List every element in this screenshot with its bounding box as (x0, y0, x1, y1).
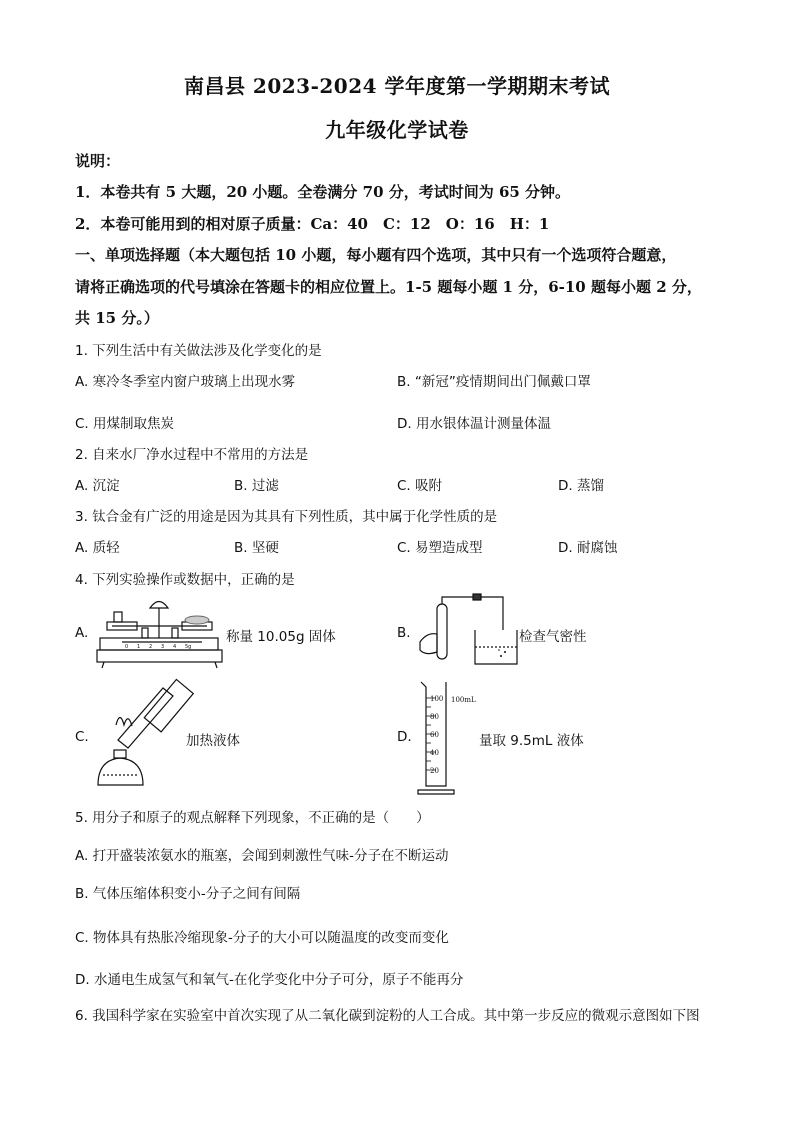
question-2-option-b: B. 过滤 (234, 478, 279, 494)
balance-scale-1: 1 (137, 644, 141, 650)
question-4-option-c-letter: C. (75, 729, 89, 745)
question-3-option-a: A. 质轻 (75, 540, 120, 556)
balance-scale-5: 5g (185, 644, 192, 650)
question-4-option-b-text: 检查气密性 (519, 629, 587, 645)
question-3-option-c: C. 易塑造成型 (397, 540, 483, 556)
cylinder-tick-20: 20 (430, 767, 439, 775)
question-5-option-b: B. 气体压缩体积变小-分子之间有间隔 (75, 886, 301, 902)
cylinder-tick-60: 60 (430, 731, 439, 739)
graduated-cylinder-illustration (418, 678, 483, 796)
question-4-option-b-letter: B. (397, 625, 411, 641)
cylinder-tick-80: 80 (430, 713, 439, 721)
section-heading-line-2: 请将正确选项的代号填涂在答题卡的相应位置上。1-5 题每小题 1 分，6-10 题每小题 2 分， (75, 278, 702, 296)
question-2-option-d: D. 蒸馏 (558, 478, 604, 494)
cylinder-tick-100: 100 (430, 695, 444, 703)
question-1-option-c: C. 用煤制取焦炭 (75, 416, 175, 432)
notes-line-1: 1．本卷共有 5 大题，20 小题。全卷满分 70 分，考试时间为 65 分钟。 (75, 183, 571, 201)
balance-illustration (92, 590, 227, 670)
airtightness-check-illustration (415, 592, 520, 672)
exam-subtitle: 九年级化学试卷 (325, 118, 469, 142)
question-5-stem: 5. 用分子和原子的观点解释下列现象，不正确的是（ ） (75, 810, 430, 826)
question-4-stem: 4. 下列实验操作或数据中，正确的是 (75, 572, 295, 588)
question-4-option-d-letter: D. (397, 729, 412, 745)
cylinder-capacity-label: 100mL (451, 696, 476, 704)
question-3-option-d: D. 耐腐蚀 (558, 540, 618, 556)
question-1-option-d: D. 用水银体温计测量体温 (397, 416, 551, 432)
section-heading-line-3: 共 15 分。） (75, 309, 159, 327)
question-1-option-b: B. “新冠”疫情期间出门佩戴口罩 (397, 374, 591, 390)
notes-label: 说明： (75, 152, 121, 170)
question-4-option-c-text: 加热液体 (186, 733, 240, 749)
question-1-option-a: A. 寒冷冬季室内窗户玻璃上出现水雾 (75, 374, 296, 390)
question-3-option-b: B. 坚硬 (234, 540, 279, 556)
balance-scale-0: 0 (125, 644, 129, 650)
question-4-option-d-text: 量取 9.5mL 液体 (479, 733, 584, 749)
question-1-stem: 1. 下列生活中有关做法涉及化学变化的是 (75, 343, 322, 359)
question-5-option-c: C. 物体具有热胀冷缩现象-分子的大小可以随温度的改变而变化 (75, 930, 449, 946)
question-2-option-c: C. 吸附 (397, 478, 443, 494)
cylinder-tick-40: 40 (430, 749, 439, 757)
exam-title: 南昌县 2023-2024 学年度第一学期期末考试 (183, 74, 611, 98)
question-6-stem: 6. 我国科学家在实验室中首次实现了从二氧化碳到淀粉的人工合成。其中第一步反应的微观示意图如下图 (75, 1008, 700, 1024)
notes-line-2: 2．本卷可能用到的相对原子质量：Ca：40 C：12 O：16 H：1 (75, 215, 550, 233)
balance-scale-2: 2 (149, 644, 153, 650)
section-heading-line-1: 一、单项选择题（本大题包括 10 小题，每小题有四个选项，其中只有一个选项符合题意， (75, 246, 677, 264)
question-2-option-a: A. 沉淀 (75, 478, 120, 494)
question-5-option-a: A. 打开盛装浓氨水的瓶塞，会闻到刺激性气味-分子在不断运动 (75, 848, 449, 864)
question-5-option-d: D. 水通电生成氢气和氧气-在化学变化中分子可分，原子不能再分 (75, 972, 464, 988)
balance-scale-4: 4 (173, 644, 177, 650)
question-3-stem: 3. 钛合金有广泛的用途是因为其具有下列性质，其中属于化学性质的是 (75, 509, 498, 525)
heating-liquid-illustration (88, 680, 188, 795)
question-4-option-a-letter: A. (75, 625, 89, 641)
question-2-stem: 2. 自来水厂净水过程中不常用的方法是 (75, 447, 309, 463)
question-4-option-a-text: 称量 10.05g 固体 (226, 629, 336, 645)
balance-scale-3: 3 (161, 644, 165, 650)
